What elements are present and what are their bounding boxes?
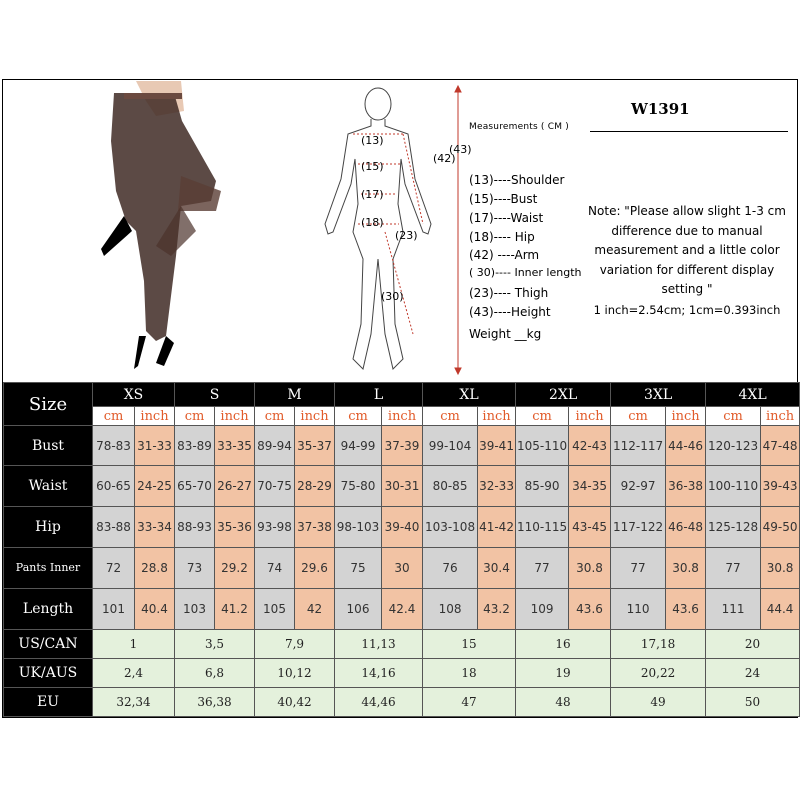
cm-value: 108 — [423, 589, 478, 630]
cm-value: 125-128 — [706, 507, 761, 548]
inch-value: 35-37 — [295, 426, 335, 466]
size-conversion-value: 20,22 — [611, 659, 706, 688]
size-4xl: 4XL — [706, 383, 800, 407]
label-arm: (42) — [433, 152, 456, 165]
inch-value: 29.6 — [295, 548, 335, 589]
size-conversion-value: 48 — [516, 688, 611, 717]
inch-value: 49-50 — [761, 507, 800, 548]
row-label: Length — [4, 589, 93, 630]
size-conversion-value: 17,18 — [611, 630, 706, 659]
cm-value: 110 — [611, 589, 666, 630]
size-3xl: 3XL — [611, 383, 706, 407]
size-conversion-value: 36,38 — [175, 688, 255, 717]
size-conversion-value: 19 — [516, 659, 611, 688]
label-inner: (30) — [381, 290, 404, 303]
unit-inch: inch — [478, 407, 516, 426]
cm-value: 60-65 — [93, 466, 135, 507]
cm-value: 75-80 — [335, 466, 382, 507]
cm-value: 109 — [516, 589, 569, 630]
table-row — [4, 507, 800, 548]
cm-value: 72 — [93, 548, 135, 589]
cm-value: 99-104 — [423, 426, 478, 466]
inch-value: 30.8 — [666, 548, 706, 589]
label-hip: (18) — [361, 216, 384, 229]
size-conversion-value: 2,4 — [93, 659, 175, 688]
table-row — [4, 426, 800, 466]
label-shoulder: (13) — [361, 134, 384, 147]
table-row — [4, 466, 800, 507]
cm-value: 77 — [611, 548, 666, 589]
legend-bust: (15)----Bust — [469, 192, 538, 206]
inch-value: 43.2 — [478, 589, 516, 630]
row-label: Bust — [4, 426, 93, 466]
cm-value: 70-75 — [255, 466, 295, 507]
cm-value: 80-85 — [423, 466, 478, 507]
row-label: UK/AUS — [4, 659, 93, 688]
unit-cm: cm — [93, 407, 135, 426]
inch-value: 30.8 — [569, 548, 611, 589]
cm-value: 75 — [335, 548, 382, 589]
inch-value: 30.8 — [761, 548, 800, 589]
cm-value: 98-103 — [335, 507, 382, 548]
inch-value: 30-31 — [382, 466, 423, 507]
cm-value: 112-117 — [611, 426, 666, 466]
cm-value: 89-94 — [255, 426, 295, 466]
cm-value: 120-123 — [706, 426, 761, 466]
inch-value: 37-38 — [295, 507, 335, 548]
unit-inch: inch — [761, 407, 800, 426]
cm-value: 110-115 — [516, 507, 569, 548]
unit-cm: cm — [611, 407, 666, 426]
inch-value: 26-27 — [215, 466, 255, 507]
size-conversion-value: 16 — [516, 630, 611, 659]
inch-value: 42.4 — [382, 589, 423, 630]
size-conversion-value: 50 — [706, 688, 800, 717]
size-s: S — [175, 383, 255, 407]
inch-value: 43.6 — [569, 589, 611, 630]
cm-value: 73 — [175, 548, 215, 589]
unit-inch: inch — [215, 407, 255, 426]
size-conversion-value: 6,8 — [175, 659, 255, 688]
unit-cm: cm — [175, 407, 215, 426]
inch-value: 39-43 — [761, 466, 800, 507]
legend-height: (43)----Height — [469, 305, 551, 319]
table-row — [4, 589, 800, 630]
measurement-note: Note: "Please allow slight 1-3 cm difference due to manual measurement and a little color variation for different display setting " — [588, 204, 786, 296]
table-row — [4, 630, 800, 659]
size-conversion-value: 14,16 — [335, 659, 423, 688]
inch-value: 35-36 — [215, 507, 255, 548]
inch-value: 24-25 — [135, 466, 175, 507]
cm-value: 93-98 — [255, 507, 295, 548]
legend-inner-length: ( 30)---- Inner length — [469, 266, 582, 279]
cm-value: 65-70 — [175, 466, 215, 507]
size-xl: XL — [423, 383, 516, 407]
inch-value: 32-33 — [478, 466, 516, 507]
size-xs: XS — [93, 383, 175, 407]
size-l: L — [335, 383, 423, 407]
inch-value: 43-45 — [569, 507, 611, 548]
inch-value: 29.2 — [215, 548, 255, 589]
inch-value: 33-34 — [135, 507, 175, 548]
table-row — [4, 659, 800, 688]
size-conversion-value: 24 — [706, 659, 800, 688]
inch-value: 42-43 — [569, 426, 611, 466]
product-photo — [6, 81, 256, 381]
legend-shoulder: (13)----Shoulder — [469, 173, 565, 187]
inch-value: 30 — [382, 548, 423, 589]
size-chart-frame — [2, 79, 798, 718]
cm-value: 78-83 — [93, 426, 135, 466]
cm-value: 111 — [706, 589, 761, 630]
inch-value: 31-33 — [135, 426, 175, 466]
unit-cm: cm — [335, 407, 382, 426]
legend-arm: (42) ----Arm — [469, 248, 540, 262]
size-conversion-value: 49 — [611, 688, 706, 717]
cm-value: 85-90 — [516, 466, 569, 507]
unit-inch: inch — [666, 407, 706, 426]
unit-inch: inch — [569, 407, 611, 426]
size-conversion-value: 18 — [423, 659, 516, 688]
label-waist: (17) — [361, 188, 384, 201]
inch-value: 28.8 — [135, 548, 175, 589]
cm-value: 74 — [255, 548, 295, 589]
label-bust: (15) — [361, 160, 384, 173]
inch-value: 44-46 — [666, 426, 706, 466]
legend-thigh: (23)---- Thigh — [469, 286, 549, 300]
unit-inch: inch — [295, 407, 335, 426]
cm-value: 106 — [335, 589, 382, 630]
cm-value: 83-88 — [93, 507, 135, 548]
measurements-title: Measurements ( CM ) — [469, 122, 569, 132]
cm-value: 77 — [706, 548, 761, 589]
inch-value: 40.4 — [135, 589, 175, 630]
inch-value: 46-48 — [666, 507, 706, 548]
unit-inch: inch — [135, 407, 175, 426]
size-conversion-value: 44,46 — [335, 688, 423, 717]
inch-value: 30.4 — [478, 548, 516, 589]
unit-inch: inch — [382, 407, 423, 426]
unit-cm: cm — [706, 407, 761, 426]
inch-value: 42 — [295, 589, 335, 630]
legend-waist: (17)----Waist — [469, 211, 544, 225]
cm-value: 101 — [93, 589, 135, 630]
table-row — [4, 548, 800, 589]
size-conversion-value: 15 — [423, 630, 516, 659]
cm-value: 83-89 — [175, 426, 215, 466]
cm-value: 92-97 — [611, 466, 666, 507]
cm-value: 105-110 — [516, 426, 569, 466]
row-label: Pants Inner — [4, 548, 93, 589]
size-conversion-value: 7,9 — [255, 630, 335, 659]
unit-cm: cm — [255, 407, 295, 426]
row-label: EU — [4, 688, 93, 717]
product-code: W1391 — [631, 100, 690, 118]
inch-value: 43.6 — [666, 589, 706, 630]
unit-cm: cm — [516, 407, 569, 426]
size-conversion-value: 10,12 — [255, 659, 335, 688]
inch-value: 44.4 — [761, 589, 800, 630]
row-label: Hip — [4, 507, 93, 548]
row-label: US/CAN — [4, 630, 93, 659]
inch-value: 39-41 — [478, 426, 516, 466]
cm-value: 100-110 — [706, 466, 761, 507]
size-conversion-value: 32,34 — [93, 688, 175, 717]
inch-value: 28-29 — [295, 466, 335, 507]
inch-value: 41-42 — [478, 507, 516, 548]
legend-hip: (18)---- Hip — [469, 230, 535, 244]
table-row — [4, 688, 800, 717]
cm-value: 103-108 — [423, 507, 478, 548]
cm-value: 88-93 — [175, 507, 215, 548]
inch-value: 37-39 — [382, 426, 423, 466]
unit-cm: cm — [423, 407, 478, 426]
cm-value: 117-122 — [611, 507, 666, 548]
inch-value: 39-40 — [382, 507, 423, 548]
cm-value: 94-99 — [335, 426, 382, 466]
unit-conversion: 1 inch=2.54cm; 1cm=0.393inch — [593, 303, 781, 317]
size-conversion-value: 20 — [706, 630, 800, 659]
body-measurement-figure — [303, 84, 483, 384]
size-table — [3, 382, 800, 717]
size-conversion-value: 47 — [423, 688, 516, 717]
size-conversion-value: 3,5 — [175, 630, 255, 659]
cm-value: 77 — [516, 548, 569, 589]
inch-value: 36-38 — [666, 466, 706, 507]
size-header: Size — [4, 383, 93, 426]
inch-value: 34-35 — [569, 466, 611, 507]
legend-weight: Weight __kg — [469, 327, 542, 341]
cm-value: 103 — [175, 589, 215, 630]
cm-value: 105 — [255, 589, 295, 630]
label-thigh: (23) — [395, 229, 418, 242]
size-conversion-value: 11,13 — [335, 630, 423, 659]
row-label: Waist — [4, 466, 93, 507]
size-conversion-value: 40,42 — [255, 688, 335, 717]
size-conversion-value: 1 — [93, 630, 175, 659]
size-m: M — [255, 383, 335, 407]
cm-value: 76 — [423, 548, 478, 589]
size-2xl: 2XL — [516, 383, 611, 407]
inch-value: 47-48 — [761, 426, 800, 466]
label-height: (43) — [449, 143, 472, 156]
inch-value: 33-35 — [215, 426, 255, 466]
title-underline — [590, 131, 788, 132]
inch-value: 41.2 — [215, 589, 255, 630]
